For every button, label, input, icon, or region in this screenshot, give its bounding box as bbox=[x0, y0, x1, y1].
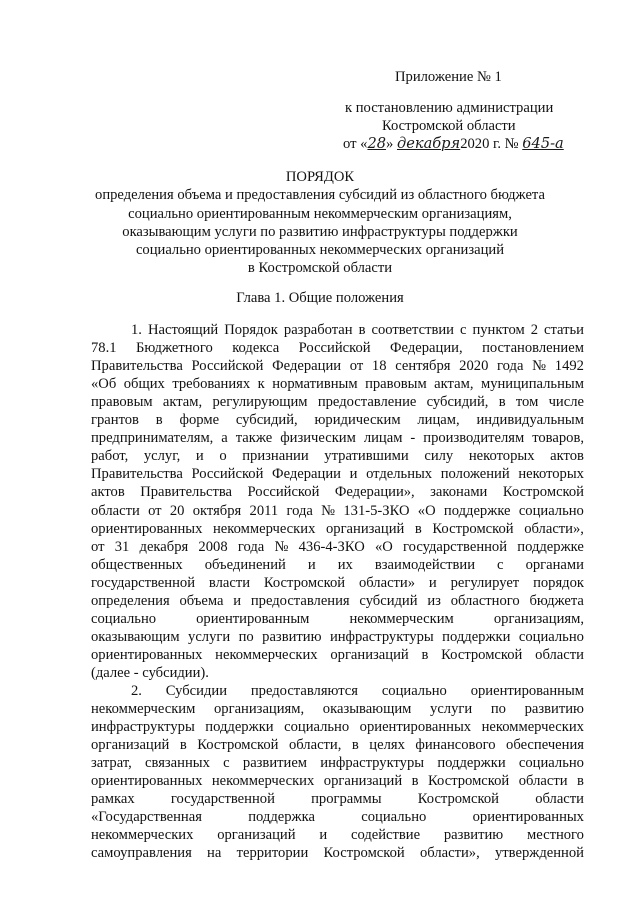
body-text-line: предпринимателям, а также физическим лицам - производителям товаров, bbox=[91, 430, 584, 447]
body-text-line: «Государственная поддержка социально ориентированных bbox=[91, 809, 584, 826]
title-sub-line: оказывающим услуги по развитию инфраструктуры поддержки bbox=[122, 224, 518, 240]
chapter-heading: Глава 1. Общие положения bbox=[236, 290, 404, 306]
body-text-line: ориентированных некоммерческих организаций в Костромской области в bbox=[91, 773, 584, 790]
body-text-line: самоуправления на территории Костромской области», утвержденной bbox=[91, 845, 584, 862]
body-text-line: оказывающим услуги по развитию инфраструктуры поддержки социально bbox=[91, 628, 584, 645]
body-text-line: от 31 декабря 2008 года № 436-4-ЗКО «О государственной поддержке bbox=[91, 538, 584, 555]
appendix-label: Приложение № 1 bbox=[395, 69, 502, 85]
body-text-line: социально ориентированным некоммерческим организациям, bbox=[91, 610, 584, 627]
body-text-line: грантов в форме субсидий, юридическим лицам, индивидуальным bbox=[91, 412, 584, 429]
body-text-line: 2. Субсидии предоставляются социально ориентированным bbox=[131, 683, 584, 699]
body-text-line: правовым актам, регулирующим предоставление субсидий, в том числе bbox=[91, 394, 584, 411]
body-text-line: 78.1 Бюджетного кодекса Российской Федерации, постановлением bbox=[91, 340, 584, 357]
body-text-line: ориентированных некоммерческих организаций в Костромской области bbox=[91, 646, 584, 663]
body-text-line: общественных объединений и их взаимодействии с органами bbox=[91, 556, 584, 573]
body-text-line: организаций в Костромской области, в целях финансового обеспечения bbox=[91, 737, 584, 754]
date-close-quote: » bbox=[386, 136, 394, 152]
body-text-line: рамках государственной программы Костромской области bbox=[91, 791, 584, 808]
body-text-line: Правительства Российской Федерации от 18 сентября 2020 года № 1492 bbox=[91, 358, 584, 375]
body-text-line: (далее - субсидии). bbox=[91, 664, 209, 681]
body-text-line: «Об общих требованиях к нормативным правовым актам, муниципальным bbox=[91, 376, 584, 393]
body-text-line: области от 20 октября 2011 года № 131-5-ЗКО «О поддержке социально bbox=[91, 502, 584, 519]
title-sub-line: социально ориентированным некоммерческим организациям, bbox=[128, 206, 512, 222]
body-text-line: работ, услуг, и о признании утратившими силу некоторых актов bbox=[91, 448, 584, 465]
body-text-line: некоммерческих организаций и содействие развитию местного bbox=[91, 827, 584, 844]
body-text-line: инфраструктуры поддержки социально ориентированных некоммерческих bbox=[91, 719, 584, 736]
body-text-line: ориентированных некоммерческих организаций в Костромской области», bbox=[91, 520, 584, 537]
date-month-handwritten: декабря bbox=[396, 135, 461, 152]
body-text-line: 1. Настоящий Порядок разработан в соответствии с пунктом 2 статьи bbox=[131, 322, 584, 338]
document-number-handwritten: 645-а bbox=[522, 135, 564, 152]
body-text-line: государственной власти Костромской области» и регулирует порядок bbox=[91, 574, 584, 591]
date-year: 2020 г. № bbox=[460, 136, 519, 152]
body-text-line: определения объема и предоставления субсидий из областного бюджета bbox=[91, 592, 584, 609]
date-day-handwritten: 28 bbox=[367, 135, 387, 152]
document-title: ПОРЯДОК bbox=[285, 169, 355, 185]
title-sub-line: социально ориентированных некоммерческих организаций bbox=[135, 242, 505, 258]
title-sub-line: в Костромской области bbox=[247, 260, 393, 276]
resolution-date-line bbox=[343, 135, 564, 153]
date-prefix: от « bbox=[343, 136, 368, 152]
body-text-line: актов Правительства Российской Федерации», законами Костромской bbox=[91, 484, 584, 501]
resolution-reference: к постановлению администрации bbox=[345, 100, 554, 116]
title-sub-line: определения объема и предоставления субсидий из областного бюджета bbox=[95, 187, 545, 203]
region-name: Костромской области bbox=[382, 118, 516, 134]
body-text-line: Правительства Российской Федерации и отдельных положений некоторых bbox=[91, 466, 584, 483]
body-text-line: затрат, связанных с развитием инфраструктуры поддержки социально bbox=[91, 755, 584, 772]
body-text-line: некоммерческим организациям, оказывающим услуги по развитию bbox=[91, 701, 584, 718]
